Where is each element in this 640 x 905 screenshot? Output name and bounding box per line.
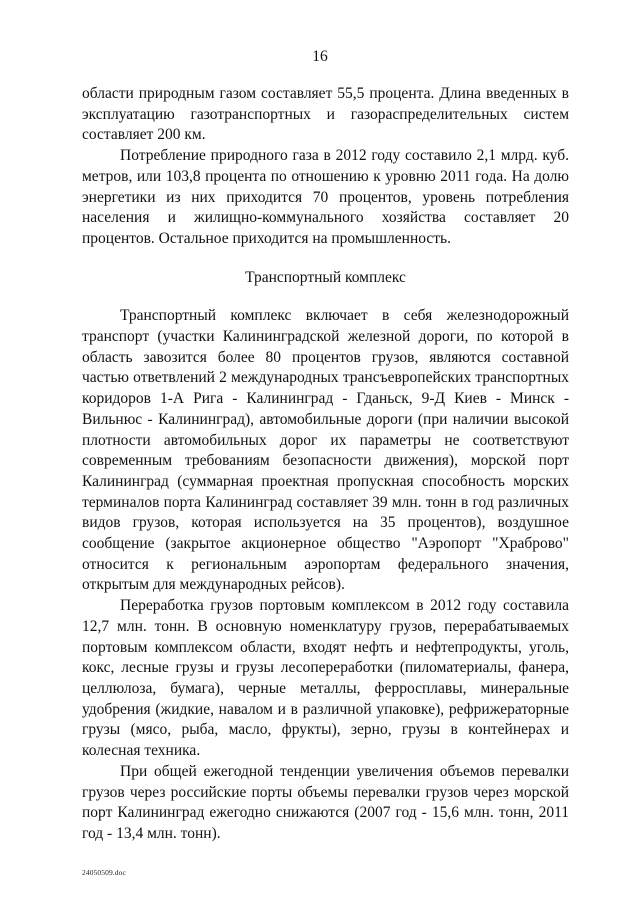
paragraph-transport-complex: Транспортный комплекс включает в себя железнодорожный транспорт (участки Калининградской железной дороги, по которой в область завозится более 80 процентов грузов, являются составной частью ответвлений 2 международных трансъевропейских транспортных коридоров 1-А Рига - Калининград - Гданьск, 9-Д Киев - Минск - Вильнюс - Калининград), автомобильные дороги (при наличии высокой плотности автомобильных дорог их параметры не соответствуют современным требованиям безопасности движения), морской порт Калининград (суммарная проектная пропускная способность морских терминалов порта Калининград составляет 39 млн. тонн в год различных видов грузов, которая используется на 35 процентов), воздушное сообщение (закрытое акционерное общество "Аэропорт "Храброво" относится к региональным аэропортам федерального значения, открытым для международных рейсов).	[82, 307, 569, 594]
section-heading: Транспортный комплекс	[245, 268, 406, 286]
paragraph-port-trend: При общей ежегодной тенденции увеличения объемов перевалки грузов через российские порты объемы перевалки грузов через морской порт Калининград ежегодно снижаются (2007 год - 15,6 млн. тонн, 2011 год - 13,4 млн. тонн).	[82, 762, 569, 842]
paragraph-port-cargo: Переработка грузов портовым комплексом в 2012 году составила 12,7 млн. тонн. В основную номенклатуру грузов, перерабатываемых портовым комплексом области, входят нефть и нефтепродукты, уголь, кокс, лесные грузы и грузы лесопереработки (пиломатериалы, фанера, целлюлоза, бумага), черные металлы, ферросплавы, минеральные удобрения (жидкие, навалом и в различной упаковке), рефрижераторные грузы (мясо, рыба, масло, фрукты), зерно, грузы в контейнерах и колесная техника.	[82, 597, 569, 760]
paragraph-gas-share: области природным газом составляет 55,5 процента. Длина введенных в эксплуатацию газотранспортных и газораспределительных систем составляет 200 км.	[82, 85, 569, 144]
footer-filename: 24050509.doc	[82, 868, 126, 877]
document-body	[82, 84, 569, 845]
page-number: 16	[312, 48, 328, 65]
paragraph-gas-consumption: Потребление природного газа в 2012 году составило 2,1 млрд. куб. метров, или 103,8 процента по отношению к уровню 2011 года. На долю энергетики из них приходится 70 процентов, уровень потребления населения и жилищно-коммунального хозяйства составляет 20 процентов. Остальное приходится на промышленность.	[82, 147, 569, 247]
